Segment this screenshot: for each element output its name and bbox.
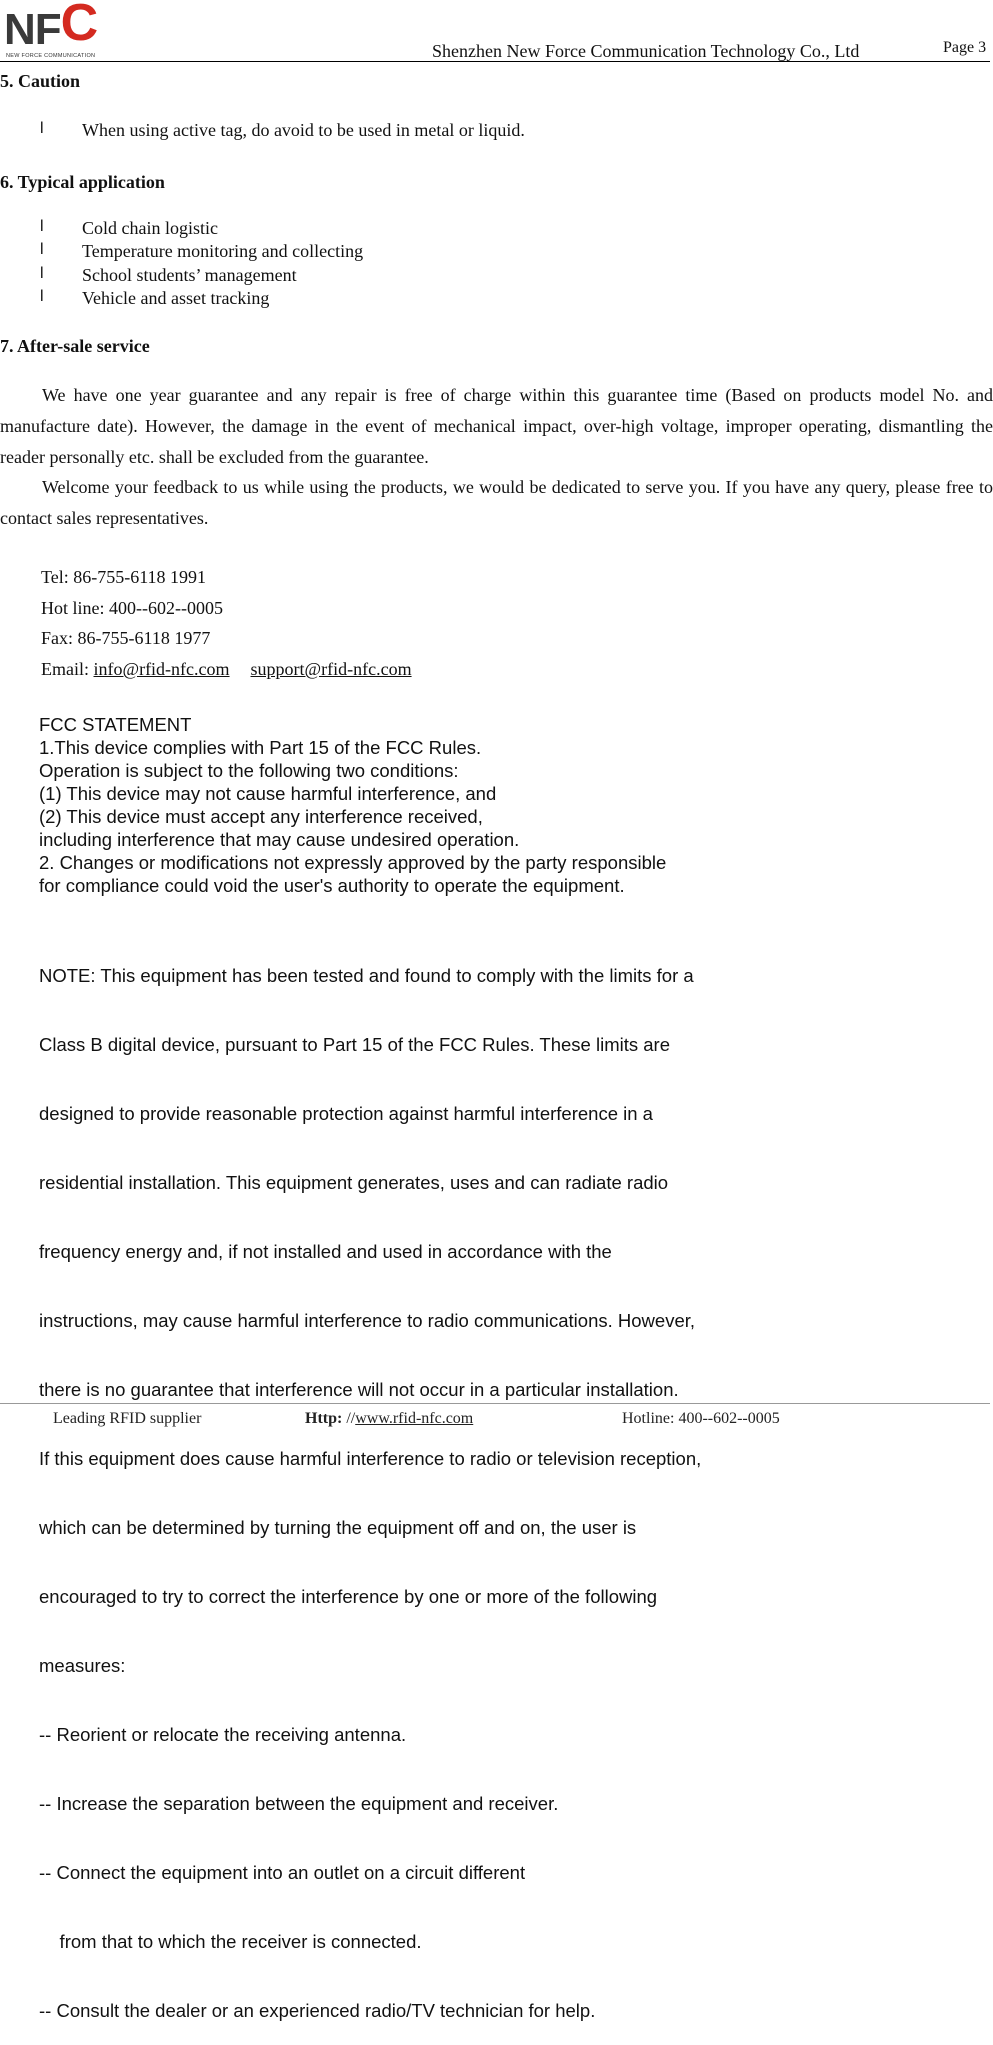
application-item: Temperature monitoring and collecting (82, 241, 364, 261)
fcc-note-line: -- Consult the dealer or an experienced radio/TV technician for help. (39, 2000, 596, 2021)
application-heading: 6. Typical application (0, 172, 165, 192)
fcc-line: FCC STATEMENT (39, 714, 192, 735)
fcc-line: 2. Changes or modifications not expressly approved by the party responsible (39, 852, 667, 873)
fcc-line: (2) This device must accept any interference received, (39, 806, 483, 827)
page-number: Page 3 (943, 39, 987, 56)
application-item: School students’ management (82, 265, 297, 285)
fcc-note-line: -- Increase the separation between the equipment and receiver. (39, 1793, 559, 1814)
header-rule (0, 61, 990, 62)
bullet-icon: l (40, 120, 44, 137)
fcc-line: (1) This device may not cause harmful interference, and (39, 783, 497, 804)
logo-tagline: NEW FORCE COMMUNICATION (6, 53, 96, 59)
footer-hotline: Hotline: 400--602--0005 (622, 1410, 780, 1427)
caution-heading: 5. Caution (0, 71, 81, 91)
fcc-note-line: If this equipment does cause harmful interference to radio or television reception, (39, 1448, 702, 1469)
bullet-icon: l (40, 218, 44, 235)
bullet-icon: l (40, 288, 44, 305)
fcc-note-line: residential installation. This equipment generates, uses and can radiate radio (39, 1172, 669, 1193)
contact-fax: Fax: 86-755-6118 1977 (41, 628, 211, 648)
footer-http-label: Http: (305, 1410, 343, 1427)
bullet-icon: l (40, 241, 44, 258)
fcc-note-line: -- Reorient or relocate the receiving antenna. (39, 1724, 407, 1745)
company-logo (4, 2, 112, 60)
fcc-note-line: NOTE: This equipment has been tested and found to comply with the limits for a (39, 965, 694, 986)
contact-hotline: Hot line: 400--602--0005 (41, 598, 223, 618)
fcc-note (39, 918, 701, 2045)
contact-email (41, 659, 412, 680)
footer-website-link[interactable]: www.rfid-nfc.com (355, 1410, 474, 1427)
application-item: Cold chain logistic (82, 218, 218, 238)
logo-letter-f: F (34, 5, 61, 54)
service-heading: 7. After-sale service (0, 336, 150, 356)
fcc-note-line: from that to which the receiver is connected. (39, 1931, 422, 1952)
service-paragraph-feedback: Welcome your feedback to us while using the products, we would be dedicated to serve you. If you have any query, please free to contact sales representatives. (0, 477, 993, 528)
company-name: Shenzhen New Force Communication Technology Co., Ltd (432, 41, 860, 61)
fcc-line: including interference that may cause undesired operation. (39, 829, 520, 850)
fcc-line: for compliance could void the user's authority to operate the equipment. (39, 875, 625, 896)
fcc-note-line: there is no guarantee that interference will not occur in a particular installation. (39, 1379, 679, 1400)
caution-item: When using active tag, do avoid to be used in metal or liquid. (82, 120, 525, 140)
bullet-icon: l (40, 265, 44, 282)
fcc-note-line: Class B digital device, pursuant to Part 15 of the FCC Rules. These limits are (39, 1034, 670, 1055)
email-link-support[interactable]: support@rfid-nfc.com (250, 659, 412, 679)
fcc-note-line: -- Connect the equipment into an outlet on a circuit different (39, 1862, 526, 1883)
application-item: Vehicle and asset tracking (82, 288, 270, 308)
footer-rule (0, 1403, 990, 1404)
fcc-note-line: measures: (39, 1655, 126, 1676)
footer-website (305, 1410, 473, 1428)
fcc-note-line: instructions, may cause harmful interference to radio communications. However, (39, 1310, 696, 1331)
fcc-note-line: which can be determined by turning the equipment off and on, the user is (39, 1517, 637, 1538)
fcc-note-line: designed to provide reasonable protection against harmful interference in a (39, 1103, 653, 1124)
fcc-statement (39, 713, 666, 897)
contact-tel: Tel: 86-755-6118 1991 (41, 567, 207, 587)
footer-supplier: Leading RFID supplier (53, 1410, 202, 1427)
footer-http-sep: // (342, 1410, 356, 1427)
email-link-info[interactable]: info@rfid-nfc.com (93, 659, 230, 679)
fcc-line: Operation is subject to the following two conditions: (39, 760, 459, 781)
fcc-note-line: frequency energy and, if not installed and used in accordance with the (39, 1241, 612, 1262)
service-paragraph-guarantee: We have one year guarantee and any repair is free of charge within this guarantee time (Based on products model No. and manufacture date). However, the damage in the event of mechanical impact, over-high voltage, improper operating, dismantling the reader personally etc. shall be excluded from the guarantee. (0, 385, 993, 467)
logo-letter-c: C (60, 0, 98, 52)
logo-letter-n: N (4, 5, 35, 54)
fcc-line: 1.This device complies with Part 15 of the FCC Rules. (39, 737, 482, 758)
email-label: Email: (41, 659, 94, 679)
fcc-note-line: encouraged to try to correct the interference by one or more of the following (39, 1586, 658, 1607)
